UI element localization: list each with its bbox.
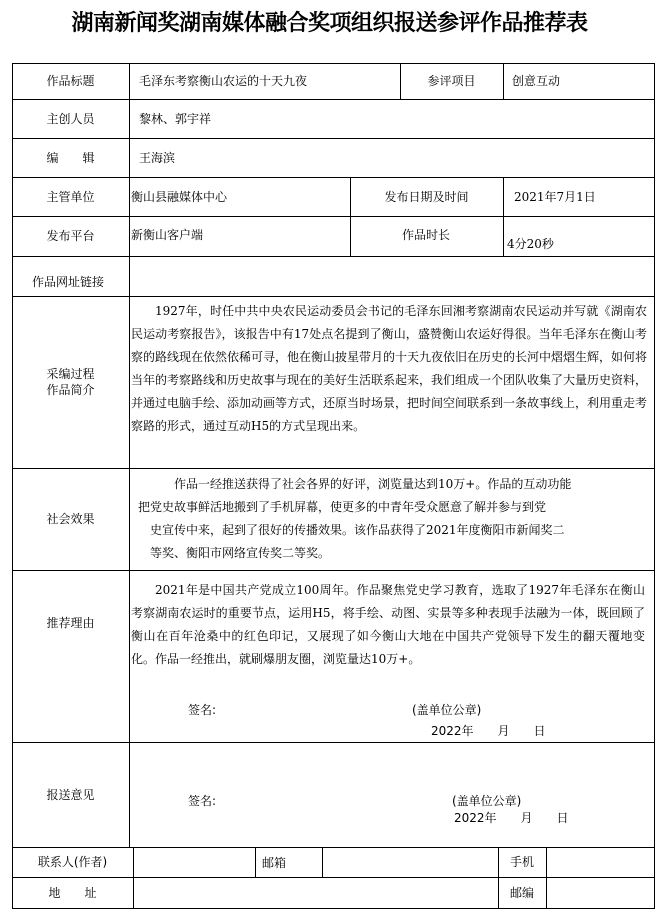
editor-value: 王海滨 bbox=[139, 151, 176, 165]
supervisor-value: 衡山县融媒体中心 bbox=[131, 190, 228, 204]
effect-line: 等奖、衡阳市网络宣传奖二等奖。 bbox=[150, 546, 331, 560]
url-label: 作品网址链接 bbox=[32, 275, 105, 289]
reason-text: 2021年是中国共产党成立100周年。作品聚焦党史学习教育，选取了1927年毛泽东在衡山考察湖南农运时的重要节点，运用H5，将手绘、动图、实景等多种表现手法融为一体，既回顾了衡山在百年沧桑中的红色印记，又展现了如今衡山大地在中国共产党领导下发生的翻天覆地变化。作品一经推出，就刷爆朋友圈，浏览量达10万+。 bbox=[131, 583, 645, 666]
category-label: 参评项目 bbox=[427, 74, 476, 88]
rule bbox=[12, 908, 655, 909]
rule bbox=[133, 847, 134, 908]
reason-date: 2022年 月 日 bbox=[431, 724, 546, 738]
pub-date-value: 2021年7月1日 bbox=[514, 190, 596, 204]
work-title-label: 作品标题 bbox=[46, 74, 95, 88]
effect-line: 把党史故事鲜活地搬到了手机屏幕，使更多的中青年受众愿意了解并参与到党 bbox=[138, 500, 547, 514]
effect-line: 史宣传中来，起到了很好的传播效果。该作品获得了2021年度衡阳市新闻奖二 bbox=[150, 523, 565, 537]
platform-label: 发布平台 bbox=[46, 229, 95, 243]
contact-label: 联系人(作者) bbox=[37, 855, 108, 869]
authors-label: 主创人员 bbox=[46, 111, 95, 126]
work-title-value: 毛泽东考察衡山农运的十天九夜 bbox=[139, 74, 308, 88]
authors-value: 黎林、郭宇祥 bbox=[139, 112, 212, 126]
intro-label-line2: 作品简介 bbox=[46, 383, 95, 397]
phone-label: 手机 bbox=[509, 855, 534, 869]
reason-label: 推荐理由 bbox=[46, 615, 95, 630]
platform-value: 新衡山客户端 bbox=[131, 228, 204, 242]
duration-label: 作品时长 bbox=[402, 228, 451, 242]
rule bbox=[255, 847, 256, 878]
address-label: 地 址 bbox=[48, 885, 97, 900]
submit-signature: 签名: bbox=[188, 794, 217, 808]
effect-label: 社会效果 bbox=[46, 512, 95, 526]
intro-label-line1: 采编过程 bbox=[46, 367, 95, 381]
duration-value: 4分20秒 bbox=[507, 237, 554, 251]
postcode-label: 邮编 bbox=[509, 885, 534, 900]
supervisor-label: 主管单位 bbox=[46, 189, 95, 204]
intro-label bbox=[12, 296, 129, 468]
form-title: 湖南新闻奖湖南媒体融合奖项组织报送参评作品推荐表 bbox=[71, 10, 588, 36]
rule bbox=[322, 847, 323, 878]
reason-seal-note: (盖单位公章) bbox=[412, 703, 482, 717]
submit-opinion-label: 报送意见 bbox=[46, 787, 95, 802]
rule bbox=[12, 256, 655, 257]
effect-line: 作品一经推送获得了社会各界的好评，浏览量达到10万+。作品的互动功能 bbox=[174, 477, 572, 491]
pub-date-label: 发布日期及时间 bbox=[384, 189, 469, 204]
editor-label: 编 辑 bbox=[46, 150, 95, 165]
submit-seal-note: (盖单位公章) bbox=[452, 794, 522, 808]
reason-signature: 签名: bbox=[188, 703, 217, 717]
category-value: 创意互动 bbox=[512, 74, 561, 88]
submit-date: 2022年 月 日 bbox=[454, 811, 569, 825]
effect-text bbox=[138, 473, 648, 565]
email-label: 邮箱 bbox=[262, 856, 287, 870]
rule bbox=[503, 63, 504, 99]
rule bbox=[546, 847, 547, 908]
rule bbox=[129, 63, 130, 847]
rule bbox=[503, 177, 504, 256]
intro-text: 1927年，时任中共中央农民运动委员会书记的毛泽东回湘考察湖南农民运动并写就《湖南农民运动考察报告》，该报告中有17处点名提到了衡山，盛赞衡山农运好得很。当年毛泽东在衡山考察的路线现在依然依稀可寻，他在衡山披星带月的十天九夜依旧在历史的长河中熠熠生辉，如何将当年的考察路线和历史故事与现在的美好生活联系起来，我们组成一个团队收集了大量历史资料，并通过电脑手绘、添加动画等方式，还原当时场景，把时间空间联系到一条故事线上，利用重走考察路的形式，通过互动H5的方式呈现出来。 bbox=[131, 304, 648, 433]
rule bbox=[654, 63, 655, 908]
